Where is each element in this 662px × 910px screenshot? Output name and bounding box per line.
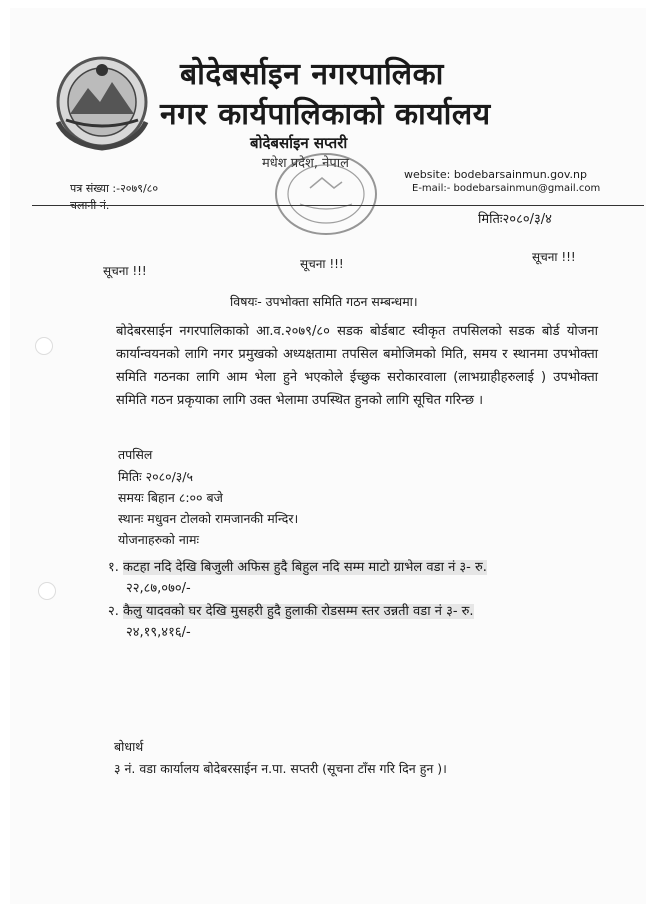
cc-line: ३ नं. वडा कार्यालय बोदेबरसाईन न.पा. सप्तरी (सूचना टाँस गरि दिन हुन )। xyxy=(114,761,447,776)
letter-date: मितिः२०८०/३/४ xyxy=(478,212,552,227)
header-divider xyxy=(32,205,644,206)
email-link[interactable]: E-mail:- bodebarsainmun@gmail.com xyxy=(412,183,601,194)
project-item xyxy=(108,557,487,575)
punch-hole xyxy=(38,582,56,600)
project-amount: २४,१९,४१६/- xyxy=(126,625,191,640)
notice-heading-left: सूचना !!! xyxy=(103,264,147,278)
municipality-name: बोदेबर्साइन नगरपालिका xyxy=(180,57,444,92)
body-paragraph xyxy=(70,320,598,412)
website-link[interactable]: website: bodebarsainmun.gov.np xyxy=(404,168,587,181)
notice-heading-right: सूचना !!! xyxy=(532,250,576,264)
project-number: २. xyxy=(108,604,119,619)
project-number: १. xyxy=(108,560,119,575)
body-paragraph-text: बोदेबरसाईन नगरपालिकाको आ.व.२०७९/८० सडक बोर्डबाट स्वीकृत तपसिलको सडक बोर्ड योजना कार्यान्वयनको लागि नगर प्रमुखको अध्यक्षतामा तपसिल बमोजिमको मिति, समय र स्थानमा उपभोक्ता समिति गठनका लागि आम भेला हुने भएकोले ईच्छुक सरोकारवाला (लाभग्राहीहरुलाई ) उपभोक्ता समिति गठन प्रकृयाका लागि उक्त भेलामा उपस्थित हुनको लागि सूचित गरिन्छ । xyxy=(116,324,598,408)
province-name: मधेश प्रदेश, नेपाल xyxy=(262,156,349,171)
punch-hole xyxy=(35,337,53,355)
subject-line: विषयः- उपभोक्ता समिति गठन सम्बन्धमा। xyxy=(230,294,418,309)
office-location: बोदेबर्साइन सप्तरी xyxy=(250,134,348,152)
office-stamp-icon xyxy=(270,148,382,240)
meeting-place: स्थानः मधुवन टोलको रामजानकी मन्दिर। xyxy=(118,511,299,526)
meeting-time: समयः बिहान ८:०० बजे xyxy=(118,490,223,505)
meeting-date: मितिः २०८०/३/५ xyxy=(118,469,193,484)
letter-number: पत्र संख्या :-२०७९/८० xyxy=(70,182,159,195)
projects-heading: योजनाहरुको नामः xyxy=(118,532,200,547)
project-text: कैलु यादवको घर देखि मुसहरी हुदै हुलाकी रोडसम्म स्तर उन्नती वडा नं ३- रु. xyxy=(123,604,474,619)
details-heading: तपसिल xyxy=(118,447,153,462)
dispatch-number: चलानी नं. xyxy=(70,199,110,212)
office-name: नगर कार्यपालिकाको कार्यालय xyxy=(160,97,491,132)
cc-heading: बोधार्थ xyxy=(114,739,144,754)
project-item xyxy=(108,601,474,619)
project-amount: २२,८७,०७०/- xyxy=(126,581,191,596)
project-text: कटहा नदि देखि बिजुली अफिस हुदै बिहुल नदि सम्म माटो ग्राभेल वडा नं ३- रु. xyxy=(123,560,487,575)
notice-heading-center: सूचना !!! xyxy=(300,257,344,271)
municipality-emblem-icon xyxy=(48,52,156,152)
